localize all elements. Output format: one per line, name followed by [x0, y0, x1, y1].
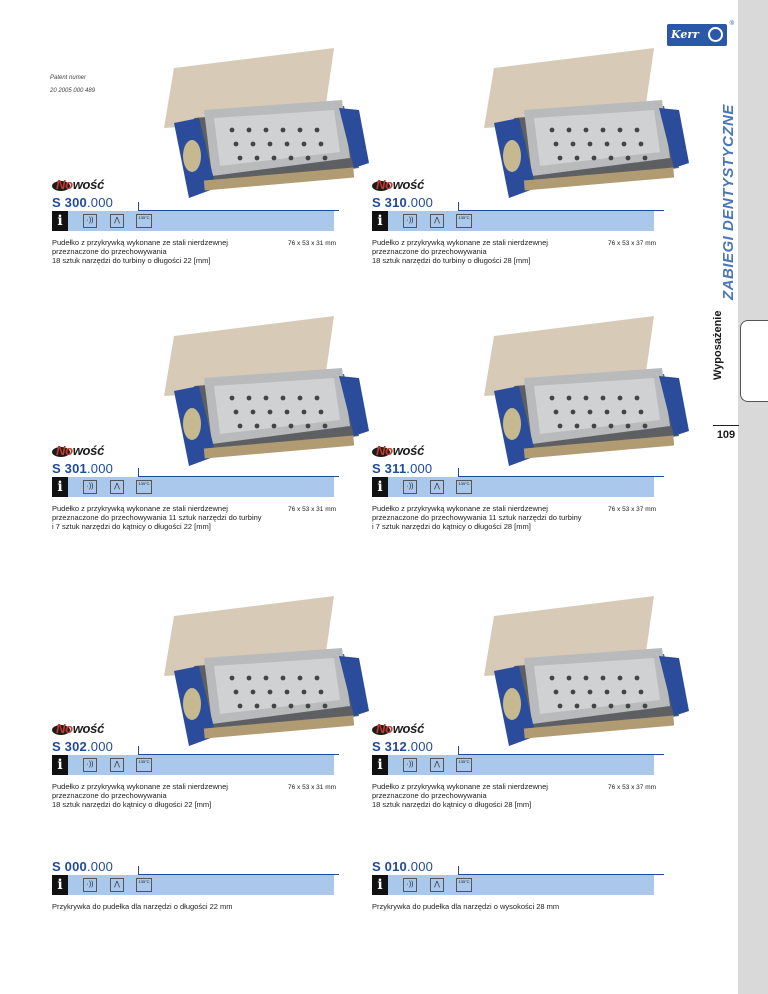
care-symbols-bar — [52, 477, 334, 497]
product-code — [372, 461, 432, 476]
care-symbols-bar — [372, 211, 654, 231]
description-line: Pudełko z przykrywką wykonane ze stali nierdzewnej — [52, 782, 228, 791]
new-badge-label — [56, 721, 104, 736]
storage-box-image — [154, 48, 374, 213]
product-description — [372, 782, 602, 809]
product-code — [52, 195, 113, 210]
description-line: 18 sztuk narzędzi do turbiny o długości 28 [mm] — [372, 256, 531, 265]
care-symbols-bar — [52, 755, 334, 775]
new-badge-label-suffix: wość — [72, 721, 105, 736]
code-underline — [458, 866, 664, 875]
thermo-disinfector-icon: ⋀ — [110, 758, 124, 772]
product-code-suffix: .000 — [406, 739, 434, 754]
new-badge-label — [376, 721, 424, 736]
product-code-main: S 300 — [52, 195, 87, 210]
sterilization-134-icon: 135°C — [456, 758, 472, 772]
description-line: przeznaczone do przechowywania — [52, 791, 167, 800]
thermo-disinfector-icon: ⋀ — [430, 480, 444, 494]
thermo-disinfector-icon: ⋀ — [430, 214, 444, 228]
new-badge-label-prefix: No — [376, 177, 393, 192]
description-line: 18 sztuk narzędzi do turbiny o długości 22 [mm] — [52, 256, 211, 265]
product-dimensions: 76 x 53 x 31 mm — [288, 506, 337, 513]
new-badge-label — [56, 443, 104, 458]
thermo-disinfector-icon: ⋀ — [110, 214, 124, 228]
patent-label: Patent numer — [50, 75, 87, 81]
product-code-suffix: .000 — [86, 859, 114, 874]
ultrasonic-icon: ·)) — [403, 758, 417, 772]
info-icon[interactable]: i — [372, 477, 388, 497]
product-description — [52, 238, 282, 265]
description-line: Pudełko z przykrywką wykonane ze stali nierdzewnej — [372, 504, 548, 513]
new-badge-label-prefix: No — [56, 721, 73, 736]
description-line: i 7 sztuk narzędzi do kątnicy o długości 22 [mm] — [52, 522, 211, 531]
product-photo — [154, 48, 374, 213]
storage-box-image — [474, 316, 694, 481]
new-badge-label-prefix: No — [56, 177, 73, 192]
code-underline — [458, 468, 664, 477]
thermo-disinfector-icon: ⋀ — [110, 878, 124, 892]
storage-box-image — [474, 48, 694, 213]
info-icon[interactable]: i — [52, 755, 68, 775]
side-strip — [738, 0, 768, 994]
code-underline — [138, 468, 339, 477]
ultrasonic-icon: ·)) — [403, 480, 417, 494]
product-code-main: S 000 — [52, 859, 87, 874]
new-badge-label-suffix: wość — [392, 177, 425, 192]
product-code-main: S 010 — [372, 859, 407, 874]
product-code-suffix: .000 — [406, 461, 433, 476]
category-title: ZABIEGI DENTYSTYCZNE — [720, 104, 737, 300]
patent-info — [50, 72, 95, 98]
storage-box-image — [154, 596, 374, 761]
description-line: Pudełko z przykrywką wykonane ze stali nierdzewnej — [52, 504, 228, 513]
sterilization-134-icon: 135°C — [136, 878, 152, 892]
product-code — [372, 195, 433, 210]
new-badge — [52, 722, 112, 738]
sterilization-134-icon: 135°C — [136, 480, 152, 494]
product-description — [52, 902, 312, 911]
description-line: przeznaczone do przechowywania — [52, 247, 167, 256]
new-badge-label — [56, 177, 104, 192]
product-code — [372, 739, 433, 754]
description-line: Przykrywka do pudełka dla narzędzi o długości 22 mm — [52, 902, 233, 911]
code-underline — [458, 202, 664, 211]
product-description — [372, 902, 632, 911]
product-code — [52, 739, 113, 754]
product-description — [52, 504, 282, 531]
code-underline — [138, 866, 339, 875]
product-dimensions: 76 x 53 x 37 mm — [608, 784, 657, 791]
brand-wordmark: Kerr — [671, 28, 699, 41]
info-icon[interactable]: i — [52, 875, 68, 895]
product-code-suffix: .000 — [406, 859, 434, 874]
patent-number: 20 2005 000 489 — [50, 88, 96, 94]
description-line: 18 sztuk narzędzi do kątnicy o długości 22 [mm] — [52, 800, 212, 809]
new-badge — [52, 178, 112, 194]
thermo-disinfector-icon: ⋀ — [430, 758, 444, 772]
ultrasonic-icon: ·)) — [403, 214, 417, 228]
page-number: 109 — [713, 425, 739, 441]
description-line: Pudełko z przykrywką wykonane ze stali nierdzewnej — [372, 782, 548, 791]
product-dimensions: 76 x 53 x 31 mm — [288, 240, 337, 247]
product-code-suffix: .000 — [86, 739, 114, 754]
storage-box-image — [474, 596, 694, 761]
care-symbols-bar — [372, 477, 654, 497]
description-line: przeznaczone do przechowywania 11 sztuk narzędzi do turbiny — [372, 513, 582, 522]
new-badge — [372, 178, 432, 194]
thermo-disinfector-icon: ⋀ — [430, 878, 444, 892]
product-code-suffix: .000 — [86, 461, 114, 476]
new-badge-label — [376, 177, 424, 192]
info-icon[interactable]: i — [372, 755, 388, 775]
sterilization-134-icon: 135°C — [456, 214, 472, 228]
product-photo — [474, 596, 694, 761]
description-line: przeznaczone do przechowywania — [372, 791, 487, 800]
product-code-main: S 302 — [52, 739, 87, 754]
new-badge-label-prefix: No — [376, 443, 393, 458]
new-badge-label-suffix: wość — [392, 721, 425, 736]
info-icon[interactable]: i — [372, 875, 388, 895]
product-code-main: S 310 — [372, 195, 407, 210]
info-icon[interactable]: i — [52, 477, 68, 497]
product-description — [372, 238, 602, 265]
ultrasonic-icon: ·)) — [83, 758, 97, 772]
code-underline — [138, 746, 339, 755]
description-line: przeznaczone do przechowywania — [372, 247, 487, 256]
sterilization-134-icon: 135°C — [136, 214, 152, 228]
care-symbols-bar — [372, 875, 654, 895]
product-description — [372, 504, 602, 531]
care-symbols-bar — [52, 875, 334, 895]
description-line: 18 sztuk narzędzi do kątnicy o długości 28 [mm] — [372, 800, 532, 809]
catalog-page: Kerr ® ZABIEGI DENTYSTYCZNE Wyposażenie 109 Patent numer 20 2005 000 489 Nowość S 300.000 i ·)) ⋀ 135°C Pudełko z przykrywką wykonane ze stali nierdzewnej przeznaczone do przechowywania 18 sztuk narzędzi do turbiny o długości 22 [mm] 76 x 53 x 31 mm Nowość S 310.000 i ·)) ⋀ 135°C Pudełko z przykrywką wykonane ze stali nierdzewnej przeznaczone do przechowywania 18 sztuk narzędzi do turbiny o długości 28 [mm] 76 x 53 x 37 mm Nowość S 301.000 i ·)) ⋀ 135°C Pudełko z przykrywką wykonane ze stali nierdzewnej przeznaczone do przechowywania 11 sztuk narzędzi do turbiny i 7 sztuk narzędzi do kątnicy o długości 22 [mm] 76 x 53 x 31 mm Nowość S 311.000 i ·)) ⋀ 135°C Pudełko z przykrywką wykonane ze stali nierdzewnej przeznaczone do przechowywania 11 sztuk narzędzi do turbiny i 7 sztuk narzędzi do kątnicy o długości 28 [mm] 76 x 53 x 37 mm Nowość S 302.000 i ·)) ⋀ 135°C Pudełko z przykrywką wykonane ze stali nierdzewnej przeznaczone do przechowywania 18 sztuk narzędzi do kątnicy o długości 22 [mm] 76 x 53 x 31 mm Nowość S 312.000 i ·)) ⋀ 135°C Pudełko z przykrywką wykonane ze stali nierdzewnej przeznaczone do przechowywania 18 sztuk narzędzi do kątnicy o długości 28 [mm] 76 x 53 x 37 mm S 000.000 i ·)) ⋀ 135°C Przykrywka do pudełka dla narzędzi o długości 22 mm S 010.000 i ·)) ⋀ 135°C Przykrywka do pudełka dla narzędzi o wysokości 28 mm — [0, 0, 768, 994]
sterilization-134-icon: 135°C — [456, 878, 472, 892]
new-badge — [372, 722, 432, 738]
product-code-main: S 312 — [372, 739, 407, 754]
code-underline — [138, 202, 339, 211]
new-badge-label-suffix: wość — [392, 443, 425, 458]
product-code-main: S 311 — [372, 461, 407, 476]
description-line: Pudełko z przykrywką wykonane ze stali nierdzewnej — [52, 238, 228, 247]
product-dimensions: 76 x 53 x 37 mm — [608, 240, 657, 247]
ultrasonic-icon: ·)) — [83, 878, 97, 892]
product-code — [52, 859, 113, 874]
sterilization-134-icon: 135°C — [136, 758, 152, 772]
new-badge — [52, 444, 112, 460]
care-symbols-bar — [52, 211, 334, 231]
product-description — [52, 782, 282, 809]
new-badge-label — [376, 443, 424, 458]
description-line: Przykrywka do pudełka dla narzędzi o wysokości 28 mm — [372, 902, 560, 911]
registered-icon: ® — [729, 21, 734, 27]
ultrasonic-icon: ·)) — [83, 480, 97, 494]
new-badge-label-prefix: No — [376, 721, 393, 736]
swirl-icon — [708, 27, 723, 42]
description-line: przeznaczone do przechowywania 11 sztuk narzędzi do turbiny — [52, 513, 262, 522]
product-code-main: S 301 — [52, 461, 87, 476]
new-badge — [372, 444, 432, 460]
description-line: i 7 sztuk narzędzi do kątnicy o długości 28 [mm] — [372, 522, 531, 531]
storage-box-image — [154, 316, 374, 481]
new-badge-label-suffix: wość — [72, 443, 105, 458]
code-underline — [458, 746, 664, 755]
ultrasonic-icon: ·)) — [403, 878, 417, 892]
product-photo — [154, 596, 374, 761]
product-photo — [474, 48, 694, 213]
product-code — [372, 859, 433, 874]
product-photo — [474, 316, 694, 481]
product-dimensions: 76 x 53 x 31 mm — [288, 784, 337, 791]
thermo-disinfector-icon: ⋀ — [110, 480, 124, 494]
product-photo — [154, 316, 374, 481]
section-tab — [740, 320, 768, 402]
description-line: Pudełko z przykrywką wykonane ze stali nierdzewnej — [372, 238, 548, 247]
ultrasonic-icon: ·)) — [83, 214, 97, 228]
product-dimensions: 76 x 53 x 37 mm — [608, 506, 657, 513]
product-code-suffix: .000 — [86, 195, 114, 210]
info-icon[interactable]: i — [372, 211, 388, 231]
product-code-suffix: .000 — [406, 195, 434, 210]
sterilization-134-icon: 135°C — [456, 480, 472, 494]
care-symbols-bar — [372, 755, 654, 775]
new-badge-label-suffix: wość — [72, 177, 105, 192]
product-code — [52, 461, 113, 476]
new-badge-label-prefix: No — [56, 443, 73, 458]
brand-logo — [667, 21, 734, 46]
info-icon[interactable]: i — [52, 211, 68, 231]
